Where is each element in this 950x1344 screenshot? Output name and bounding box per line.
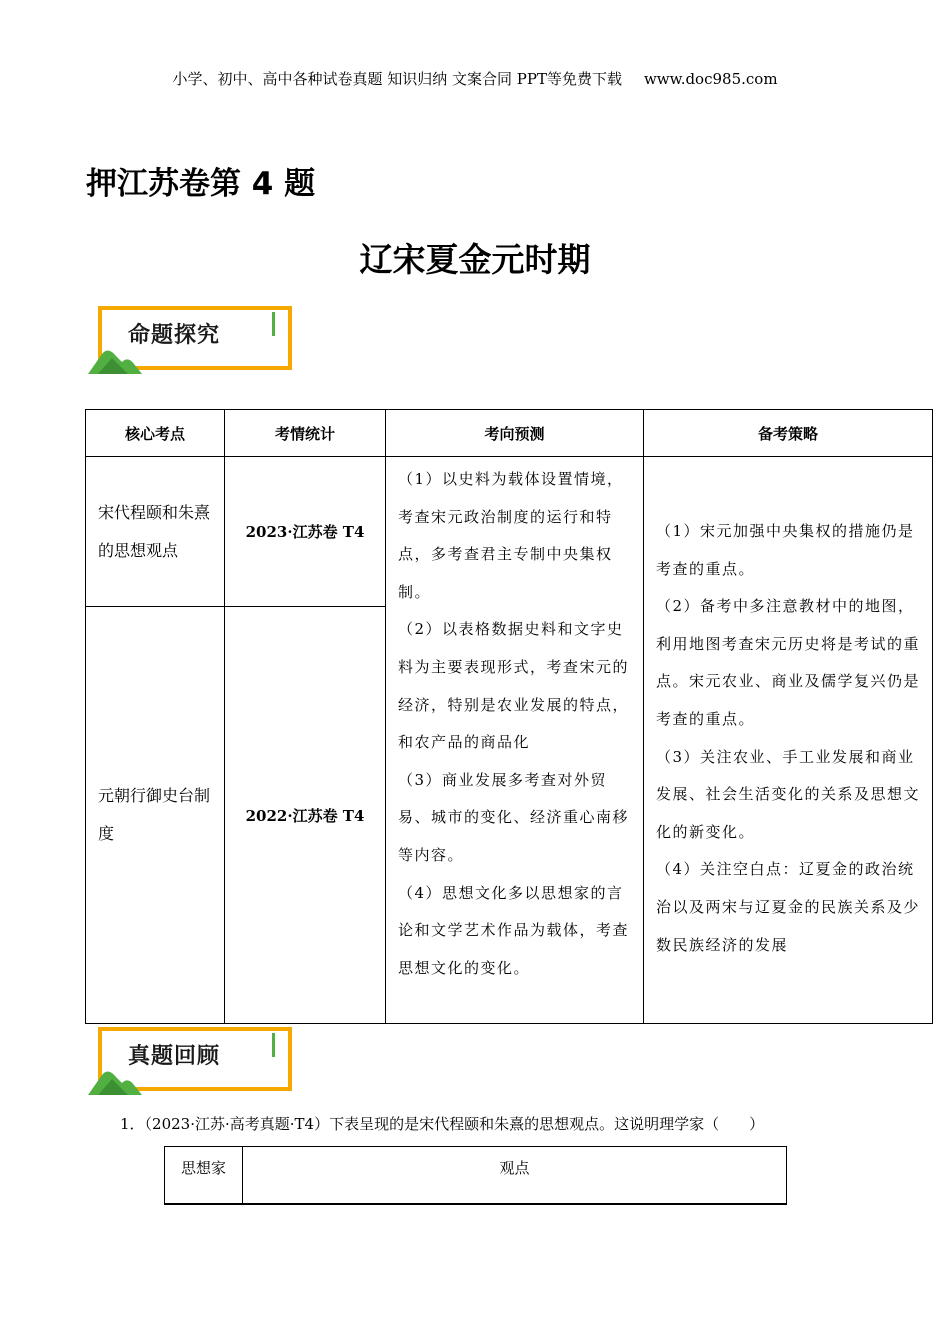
prediction-item: （3）商业发展多考查对外贸易、城市的变化、经济重心南移等内容。 <box>398 770 630 864</box>
table-header-row <box>165 1147 787 1205</box>
strategy-item: （3）关注农业、手工业发展和商业发展、社会生活变化的关系及思想文化的新变化。 <box>656 747 921 841</box>
header-core-topic: 核心考点 <box>86 410 225 457</box>
prediction-item: （1）以史料为载体设置情境，考查宋元政治制度的运行和特点，多考查君主专制中央集权制。 <box>398 470 624 601</box>
topic-cell: 元朝行御史台制度 <box>86 607 225 1024</box>
badge-mingti <box>88 306 303 380</box>
page-header <box>0 68 950 89</box>
badge-accent <box>272 1033 275 1057</box>
badge-zhenti <box>88 1027 303 1101</box>
header-strategies: 备考策略 <box>644 410 933 457</box>
stat-cell: 2023·江苏卷 T4 <box>225 457 386 607</box>
predictions-cell <box>386 457 644 1024</box>
header-text: 小学、初中、高中各种试卷真题 知识归纳 文案合同 PPT等免费下载 <box>172 70 622 88</box>
header-predictions: 考向预测 <box>386 410 644 457</box>
strategy-item: （1）宋元加强中央集权的措施仍是考查的重点。 <box>656 522 915 578</box>
page-subtitle: 辽宋夏金元时期 <box>359 240 591 279</box>
question-text: 1．（2023·江苏·高考真题·T4）下表呈现的是宋代程颐和朱熹的思想观点。这说明理学家（ ） <box>120 1115 765 1133</box>
badge-accent <box>272 312 275 336</box>
badge-label: 真题回顾 <box>128 1044 221 1069</box>
table-header-row <box>86 410 933 457</box>
exam-plan-table <box>85 409 933 1024</box>
strategy-item: （4）关注空白点：辽夏金的政治统治以及两宋与辽夏金的民族关系及少数民族经济的发展 <box>656 860 921 954</box>
badge-label: 命题探究 <box>128 323 221 348</box>
strategy-item: （2）备考中多注意教材中的地图，利用地图考查宋元历史将是考试的重点。宋元农业、商业及儒学复兴仍是考查的重点。 <box>656 597 921 728</box>
table-row <box>86 457 933 607</box>
stat-cell: 2022·江苏卷 T4 <box>225 607 386 1024</box>
header-thinker: 思想家 <box>165 1147 243 1205</box>
prediction-item: （2）以表格数据史料和文字史料为主要表现形式，考查宋元的经济，特别是农业发展的特点，和农产品的商品化 <box>398 620 630 752</box>
thinkers-table <box>164 1146 787 1205</box>
header-viewpoint: 观点 <box>243 1147 787 1205</box>
page-title: 押江苏卷第 4 题 <box>86 166 316 202</box>
topic-cell: 宋代程颐和朱熹的思想观点 <box>86 457 225 607</box>
header-exam-stats: 考情统计 <box>225 410 386 457</box>
strategies-cell <box>644 457 933 1024</box>
prediction-item: （4）思想文化多以思想家的言论和文学艺术作品为载体，考查思想文化的变化。 <box>398 883 630 977</box>
header-site: www.doc985.com <box>643 70 778 88</box>
